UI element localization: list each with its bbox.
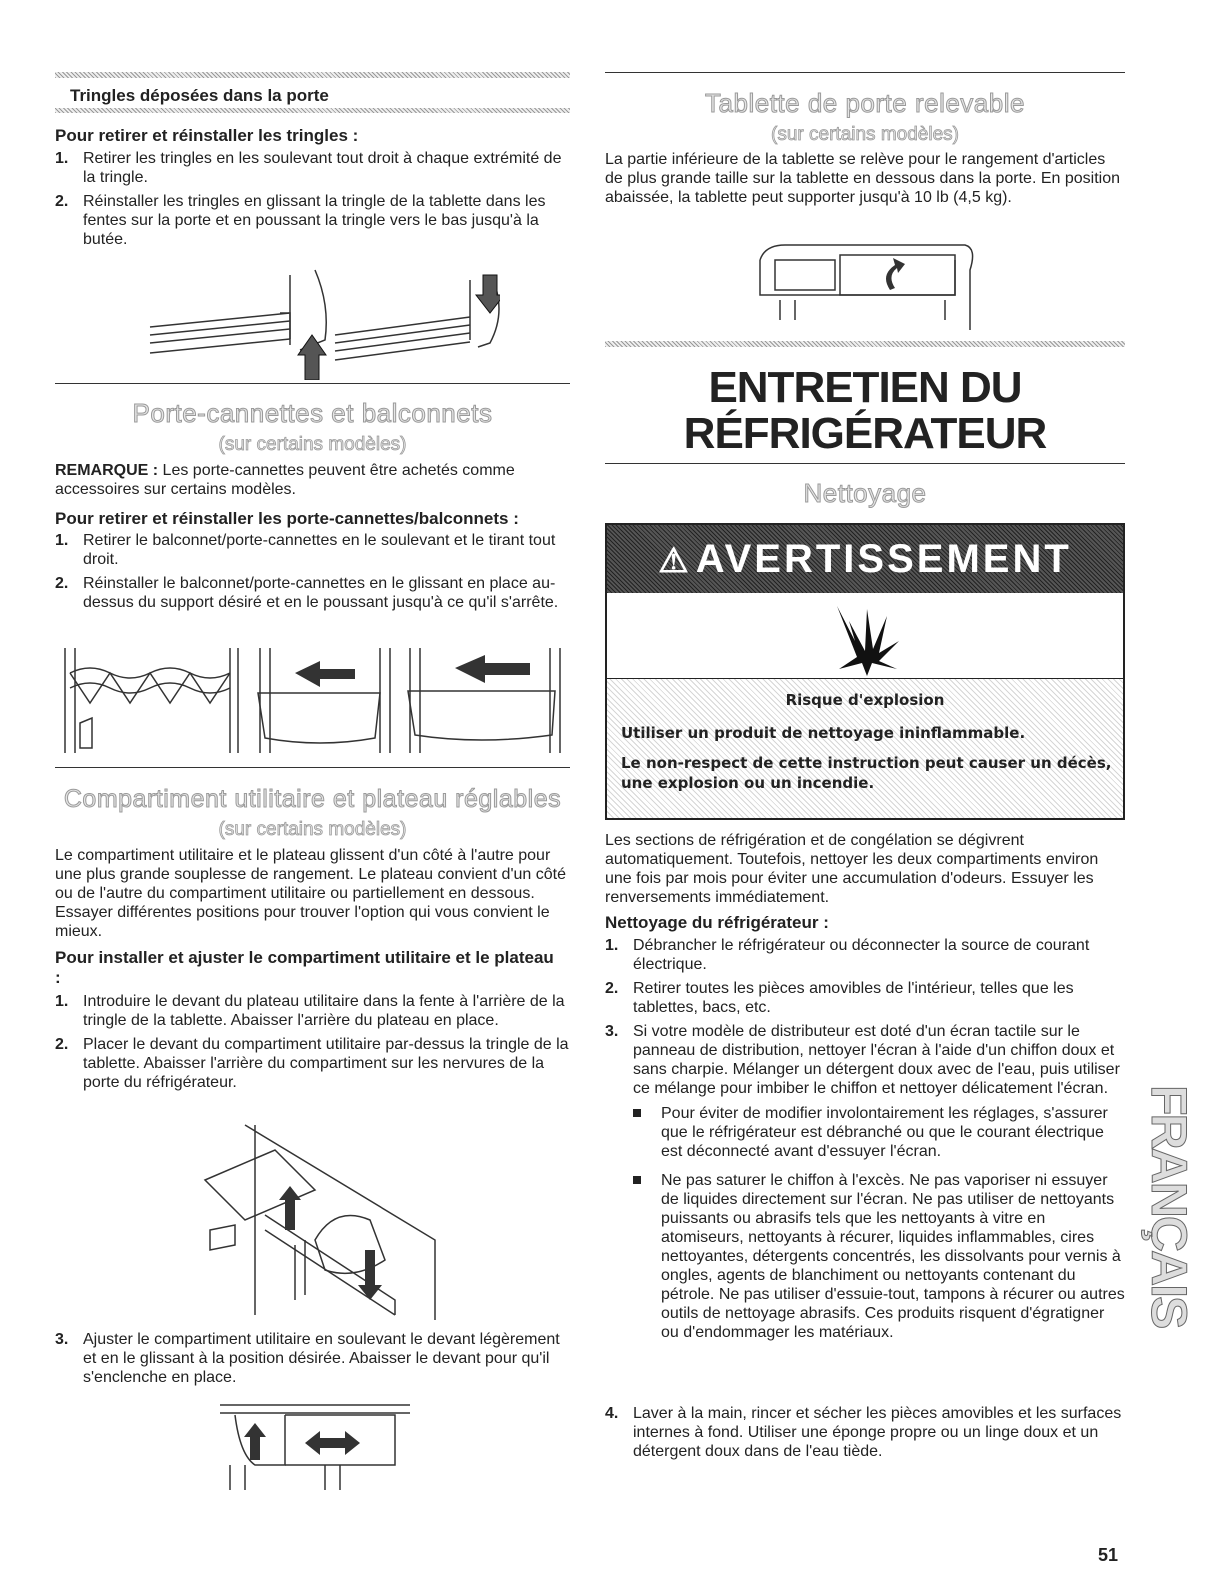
- step-text: Retirer toutes les pièces amovibles de l'intérieur, telles que les tablettes, bacs, etc.: [633, 980, 1074, 1016]
- step-text: Réinstaller les tringles en glissant la tringle de la tablette dans les fentes sur la porte et en poussant la tringle vers le bas jusqu'à la butée.: [83, 193, 546, 248]
- steps-porte-cannettes: [55, 531, 570, 612]
- explosion-icon: [827, 601, 907, 676]
- step-number: 2.: [55, 575, 69, 592]
- arrow-up-icon: [244, 1423, 266, 1460]
- step-text: Réinstaller le balconnet/porte-cannettes en le glissant en place au-dessus du support désiré et en le poussant jusqu'à ce qu'il s'arrête.: [83, 575, 559, 611]
- step-text: Laver à la main, rincer et sécher les pièces amovibles et les surfaces internes à fond. Utiliser une éponge propre ou un linge doux et un détergent doux dans de l'eau tiède.: [633, 1405, 1122, 1460]
- warning-box: [605, 523, 1125, 820]
- warning-header: [607, 525, 1123, 593]
- list-item: [55, 1035, 570, 1092]
- list-item: [605, 1022, 1125, 1342]
- side-tab-label: FRANÇAIS: [1141, 1085, 1197, 1328]
- list-item: [55, 1330, 570, 1387]
- steps-tringles: [55, 149, 570, 249]
- compartiment-illustration: [195, 1120, 445, 1320]
- subheading-tringles: Pour retirer et réinstaller les tringles :: [55, 126, 359, 145]
- list-item: [633, 1171, 1125, 1342]
- step-text: Si votre modèle de distributeur est doté d'un écran tactile sur le panneau de distribution, nettoyer l'écran à l'aide d'un chiffon doux et sans charpie. Mélanger un détergent doux avec de l'eau, puis utiliser ce mélange pour imbiber le chiffon et nettoyer délicatement l'écran.: [633, 1023, 1120, 1097]
- step-number: 4.: [605, 1405, 619, 1422]
- subheading-porte-cannettes: Pour retirer et réinstaller les porte-cannettes/balconnets :: [55, 509, 519, 528]
- compartiment-paragraph: Le compartiment utilitaire et le plateau glissent d'un côté à l'autre pour une plus grande souplesse de rangement. Le plateau convient d'un côté ou de l'autre du compartiment utilitaire ou partiellement en dessous. Essayer différentes positions pour trouver l'option qui vous convient le mieux.: [55, 847, 566, 940]
- list-item: [605, 1404, 1125, 1461]
- step-number: 2.: [55, 1036, 69, 1053]
- list-item: [55, 574, 570, 612]
- list-item: [605, 936, 1125, 974]
- warning-line1: Utiliser un produit de nettoyage ininflammable.: [621, 724, 1026, 742]
- step-text: Ajuster le compartiment utilitaire en soulevant le devant légèrement et en le glissant à la position désirée. Abaisser le devant pour qu'il s'enclenche en place.: [83, 1331, 560, 1386]
- nettoyage-paragraph: Les sections de réfrigération et de congélation se dégivrent automatiquement. Toutefois, nettoyer les deux compartiments environ une fois par mois pour éviter une accumulation d'odeurs. Essuyer les renversements immédiatement.: [605, 832, 1099, 906]
- section-title-compartiment: Compartiment utilitaire et plateau réglables: [63, 785, 562, 813]
- bullet-list: [633, 1104, 1125, 1342]
- step-number: 1.: [55, 993, 69, 1010]
- subheading-nettoyage: Nettoyage du réfrigérateur :: [605, 913, 829, 932]
- list-item: [633, 1104, 1125, 1161]
- step-text: Retirer les tringles en les soulevant tout droit à chaque extrémité de la tringle.: [83, 150, 562, 186]
- arrow-up-icon: [279, 1186, 301, 1230]
- tablette-illustration: [755, 240, 980, 330]
- steps-compartiment-3: [55, 1330, 570, 1387]
- warning-word: AVERTISSEMENT: [695, 537, 1072, 581]
- warning-triangle-icon: ⚠: [658, 542, 692, 580]
- divider: [605, 463, 1125, 464]
- divider: [55, 383, 570, 384]
- list-item: [55, 149, 570, 187]
- section-title-tringles: Tringles déposées dans la porte: [70, 86, 329, 105]
- step-number: 2.: [55, 193, 69, 210]
- section-models-note: (sur certains modèles): [218, 434, 407, 455]
- page-number: 51: [1098, 1545, 1119, 1565]
- main-title-line1: ENTRETIEN DU: [708, 363, 1022, 412]
- tringle-illustration: [140, 265, 500, 380]
- warning-line2: Le non-respect de cette instruction peut causer un décès, une explosion ou un incendie.: [621, 754, 1112, 792]
- section-models-note: (sur certains modèles): [771, 124, 959, 145]
- bullet-text: Pour éviter de modifier involontairement les réglages, s'assurer que le réfrigérateur est débranché ou que le courant électrique est déconnecté avant d'essuyer l'écran.: [661, 1105, 1108, 1160]
- bullet-text: Ne pas saturer le chiffon à l'excès. Ne pas vaporiser ni essuyer de liquides directement sur l'écran. Ne pas utiliser de nettoyants puissants ou abrasifs tels que les nettoyants à vitre en atomiseurs, nettoyants à récurer, liquides inflammables, cires nettoyantes, détergents concentrés, les dissolvants pour vernis à ongles, agents de blanchiment ou nettoyants contenant du pétrole. Ne pas utiliser d'essuie-tout, tampons à récurer ou autres outils de nettoyage abrasifs. Ces produits risquent d'égratigner ou d'endommager les matériaux.: [661, 1172, 1125, 1341]
- list-item: [605, 979, 1125, 1017]
- remark-text: Les porte-cannettes peuvent être achetés comme accessoires sur certains modèles.: [55, 462, 515, 498]
- arrow-left-icon: [455, 655, 530, 683]
- bullet-square-icon: [633, 1109, 641, 1117]
- arrow-left-right-icon: [305, 1431, 360, 1455]
- list-item: [55, 192, 570, 249]
- step-number: 1.: [605, 937, 619, 954]
- step-number: 3.: [55, 1331, 69, 1348]
- step-text: Retirer le balconnet/porte-cannettes en le soulevant et le tirant tout droit.: [83, 532, 556, 568]
- section-title-rule: [55, 108, 570, 113]
- section-title-porte-cannettes: Porte-cannettes et balconnets: [132, 398, 493, 428]
- step-number: 1.: [55, 150, 69, 167]
- divider: [605, 72, 1125, 73]
- step-text: Débrancher le réfrigérateur ou déconnecter la source de courant électrique.: [633, 937, 1090, 973]
- language-side-tab: [1141, 1085, 1198, 1345]
- step-number: 2.: [605, 980, 619, 997]
- divider: [55, 767, 570, 768]
- list-item: [55, 992, 570, 1030]
- subheading-compartiment: Pour installer et ajuster le compartiment utilitaire et le plateau :: [55, 948, 554, 987]
- section-title-tablette: Tablette de porte relevable: [705, 88, 1025, 118]
- arrow-left-icon: [295, 661, 355, 687]
- bullet-square-icon: [633, 1176, 641, 1184]
- section-top-rule: [55, 72, 570, 78]
- warning-risk: Risque d'explosion: [785, 691, 945, 709]
- step-text: Placer le devant du compartiment utilitaire par-dessus la tringle de la tablette. Abaisser l'arrière du compartiment sur les nervures de la porte du réfrigérateur.: [83, 1036, 569, 1091]
- step-number: 3.: [605, 1023, 619, 1040]
- main-title-line2: RÉFRIGÉRATEUR: [683, 409, 1047, 458]
- arrow-rotate-icon: [886, 258, 905, 290]
- section-models-note: (sur certains modèles): [218, 819, 407, 840]
- section-rule: [605, 341, 1125, 347]
- step-text: Introduire le devant du plateau utilitaire dans la fente à l'arrière de la tringle de la tablette. Abaisser l'arrière du plateau en place.: [83, 993, 565, 1029]
- steps-compartiment: [55, 992, 570, 1092]
- remark-label: REMARQUE :: [55, 462, 159, 479]
- warning-symbol-area: [607, 593, 1123, 679]
- balconnet-illustration: [60, 643, 570, 755]
- remark-paragraph: [55, 461, 570, 499]
- arrow-down-icon: [476, 275, 500, 313]
- list-item: [55, 531, 570, 569]
- steps-nettoyage-4: [605, 1404, 1125, 1461]
- steps-nettoyage: [605, 936, 1125, 1342]
- adjust-illustration: [215, 1395, 415, 1490]
- tablette-paragraph: La partie inférieure de la tablette se relève pour le rangement d'articles de plus grande taille sur la tablette en dessous dans la porte. En position abaissée, la tablette peut supporter jusqu'à 10 lb (4,5 kg).: [605, 151, 1120, 206]
- section-title-nettoyage: Nettoyage: [803, 478, 927, 508]
- step-number: 1.: [55, 532, 69, 549]
